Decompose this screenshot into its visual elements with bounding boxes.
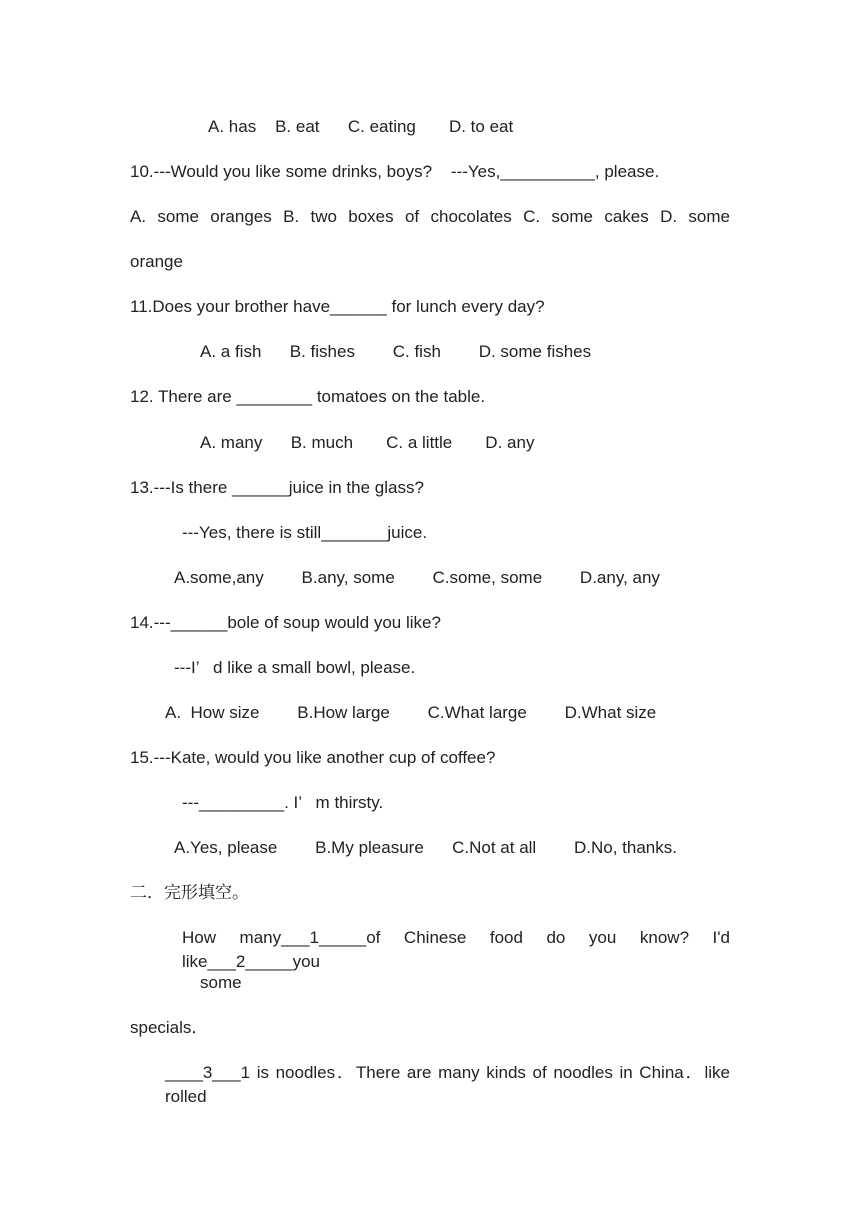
q13-options: A.some,any B.any, some C.some, some D.any, any	[174, 568, 660, 587]
q13-question: 13.---Is there ______juice in the glass?	[130, 478, 424, 497]
cloze-passage-line-2: some	[200, 973, 242, 992]
q15-options: A.Yes, please B.My pleasure C.Not at all D.No, thanks.	[174, 838, 677, 857]
section-heading: 二．完形填空。	[130, 883, 249, 902]
q14-question: 14.---______bole of soup would you like?	[130, 613, 441, 632]
q13-answer-line: ---Yes, there is still_______juice.	[182, 523, 428, 542]
q10-question: 10.---Would you like some drinks, boys? ---Yes,__________, please.	[130, 162, 660, 181]
cloze-passage-line-3: specials．	[130, 1018, 209, 1037]
cloze-passage-line-1: How many___1_____of Chinese food do you know? I'd like___2_____you	[182, 928, 730, 971]
q12-options: A. many B. much C. a little D. any	[200, 433, 535, 452]
q9-options: A. has B. eat C. eating D. to eat	[208, 117, 514, 136]
q11-question: 11.Does your brother have______ for lunch every day?	[130, 297, 545, 316]
q15-answer-line: ---_________. I’ m thirsty.	[182, 793, 384, 812]
q12-question: 12. There are ________ tomatoes on the table.	[130, 387, 486, 406]
q10-options: A. some oranges B. two boxes of chocolates C. some cakes D. some	[130, 207, 730, 226]
q15-question: 15.---Kate, would you like another cup of coffee?	[130, 748, 496, 767]
cloze-passage-line-4: ____3___1 is noodles．There are many kinds of noodles in China．like rolled	[165, 1063, 730, 1106]
q14-answer-line: ---I’ d like a small bowl, please.	[174, 658, 416, 677]
q14-options: A. How size B.How large C.What large D.What size	[165, 703, 657, 722]
q10-options-continued: orange	[130, 252, 183, 271]
q11-options: A. a fish B. fishes C. fish D. some fishes	[200, 342, 592, 361]
